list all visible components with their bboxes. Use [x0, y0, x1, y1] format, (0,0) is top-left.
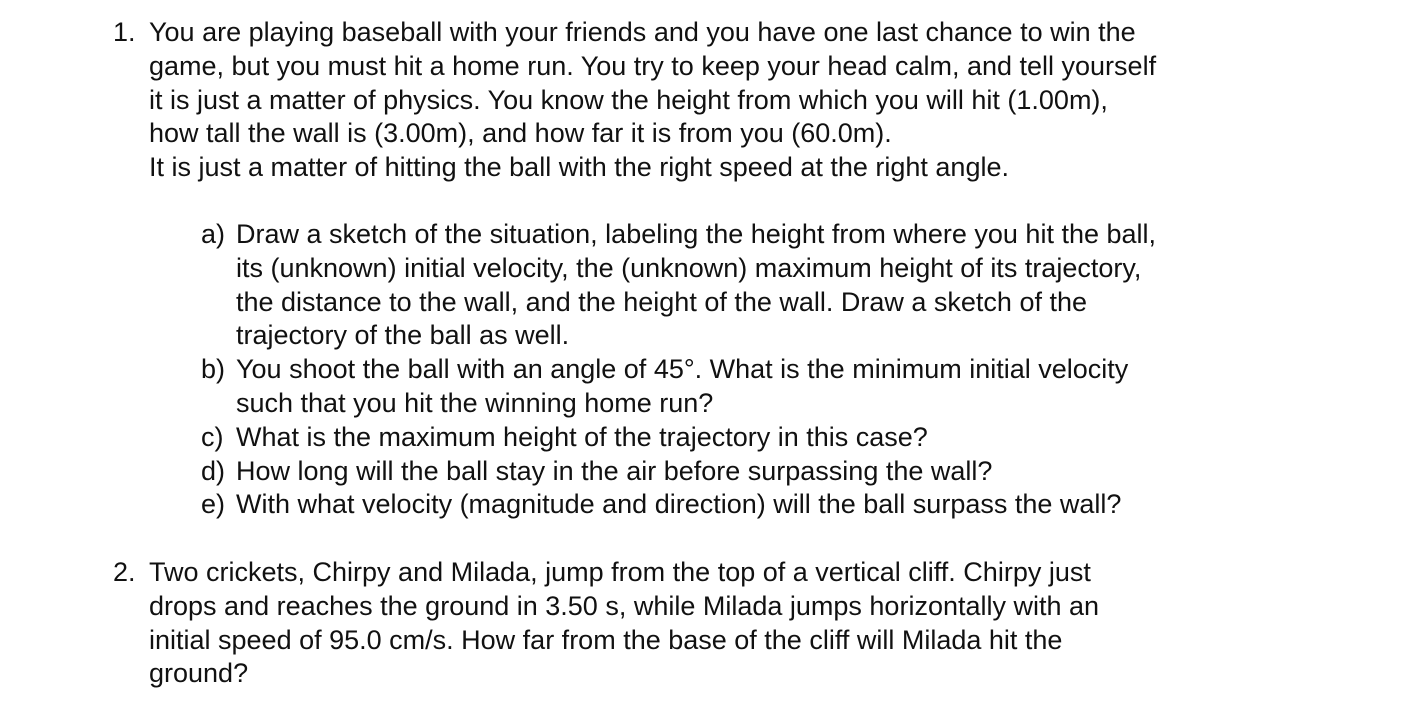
problem-2-text — [149, 556, 1373, 691]
subpart-line: its (unknown) initial velocity, the (unknown) maximum height of its trajectory, — [236, 252, 1142, 283]
problem-1-line: game, but you must hit a home run. You try to keep your head calm, and tell yourself — [149, 50, 1157, 81]
problem-1-line: how tall the wall is (3.00m), and how far it is from you (60.0m). — [149, 118, 892, 149]
problem-1-number: 1. — [113, 17, 136, 47]
problem-2-line: drops and reaches the ground in 3.50 s, while Milada jumps horizontally with an — [149, 590, 1100, 621]
subpart-line: trajectory of the ball as well. — [236, 320, 570, 351]
subpart-d — [201, 455, 1351, 489]
subpart-letter: e) — [201, 489, 226, 520]
subpart-line: the distance to the wall, and the height of the wall. Draw a sketch of the — [236, 286, 1088, 317]
problem-1-line: It is just a matter of hitting the ball with the right speed at the right angle. — [149, 152, 1009, 183]
problem-1 — [113, 16, 1373, 185]
subpart-letter: a) — [201, 219, 226, 249]
subpart-c — [201, 421, 1351, 455]
problem-1-line: it is just a matter of physics. You know the height from which you will hit (1.00m), — [149, 84, 1108, 115]
problem-2 — [113, 556, 1373, 691]
subpart-line: Draw a sketch of the situation, labeling the height from where you hit the ball, — [236, 219, 1157, 249]
problem-1-subparts — [201, 218, 1351, 522]
subpart-e — [201, 488, 1351, 522]
subpart-letter: d) — [201, 455, 226, 486]
problem-1-text — [149, 16, 1373, 185]
problem-1-line: You are playing baseball with your friends and you have one last chance to win the — [149, 17, 1136, 47]
subpart-line: You shoot the ball with an angle of 45°. What is the minimum initial velocity — [236, 354, 1129, 385]
subpart-line: such that you hit the winning home run? — [236, 387, 714, 418]
problem-2-line: ground? — [149, 658, 249, 689]
subpart-line: With what velocity (magnitude and direction) will the ball surpass the wall? — [236, 489, 1122, 520]
problem-2-number: 2. — [113, 557, 136, 587]
problem-2-line: initial speed of 95.0 cm/s. How far from the base of the cliff will Milada hit the — [149, 624, 1063, 655]
subpart-letter: c) — [201, 421, 224, 452]
subpart-b — [201, 353, 1351, 421]
subpart-letter: b) — [201, 354, 226, 385]
subpart-line: How long will the ball stay in the air before surpassing the wall? — [236, 455, 993, 486]
problem-2-line: Two crickets, Chirpy and Milada, jump from the top of a vertical cliff. Chirpy just — [149, 557, 1091, 587]
subpart-a — [201, 218, 1351, 353]
subpart-line: What is the maximum height of the trajectory in this case? — [236, 421, 928, 452]
